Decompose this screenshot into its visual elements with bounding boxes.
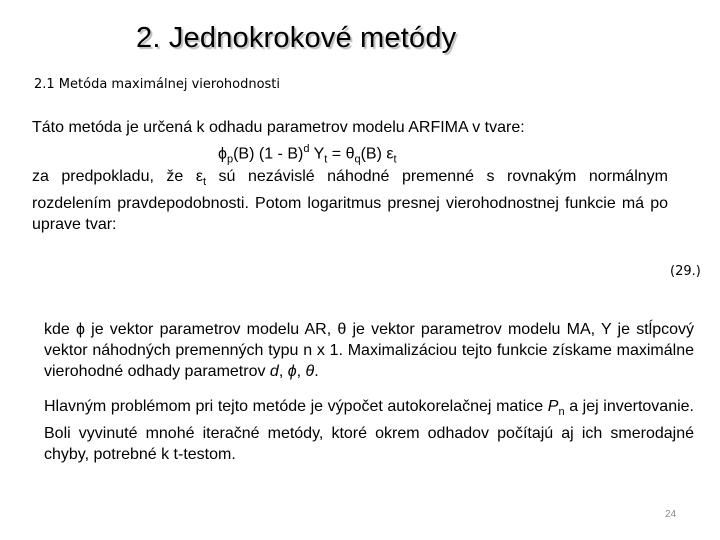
- phi-symbol: ϕ: [287, 363, 297, 380]
- theta-symbol: θ: [337, 321, 347, 338]
- intro-paragraph: Táto metóda je určená k odhadu parametrov modelu ARFIMA v tvare:: [32, 119, 525, 136]
- text-run: Hlavným problémom pri tejto metóde je výpočet autokorelačnej matice: [44, 398, 548, 415]
- d-superscript: d: [303, 143, 310, 155]
- separator: ,: [296, 363, 306, 380]
- separator: ,: [278, 363, 288, 380]
- slide-title: 2. Jednokrokové metódy: [136, 22, 457, 54]
- q-subscript: q: [354, 153, 361, 166]
- formula-part: (B): [360, 145, 387, 163]
- assumption-paragraph: [32, 166, 668, 235]
- d-symbol: d: [269, 363, 279, 380]
- arfima-formula: [218, 143, 397, 166]
- epsilon-symbol: ε: [386, 145, 394, 163]
- n-subscript: n: [558, 406, 565, 419]
- section-subtitle: 2.1 Metóda maximálnej vierohodnosti: [34, 77, 281, 92]
- equation-number: (29.): [670, 264, 701, 279]
- formula-part: (B) (1 - B): [233, 145, 304, 163]
- equals: =: [327, 145, 346, 163]
- parameters-paragraph: [44, 319, 694, 382]
- text-run: za predpokladu, že: [32, 168, 196, 185]
- phi-symbol: ϕ: [218, 145, 227, 163]
- text-run: je vektor parametrov modelu MA, Y je stĺpcový vektor náhodných premenných typu n x 1. Maximalizáciou tejto funkcie získame maximálne vierohodné odhady parametrov: [44, 321, 694, 380]
- text-run: sú nezávislé náhodné premenné s rovnakým normálnym rozdelením pravdepodobnosti. Potom logaritmus presnej vierohodnostnej funkcie má po uprave tvar:: [32, 168, 668, 234]
- p-symbol: P: [547, 398, 559, 415]
- text-run: a jej invertovanie. Boli vyvinuté mnohé iteračné metódy, ktoré okrem odhadov počítajú aj ich smerodajné chyby, potrebné k t-testom.: [44, 398, 694, 464]
- y-symbol: Y: [309, 145, 325, 163]
- problem-paragraph: [44, 396, 694, 465]
- t-subscript: t: [202, 176, 207, 189]
- page-number: 24: [665, 509, 677, 520]
- text-run: je vektor parametrov modelu AR,: [84, 321, 338, 338]
- t-subscript: t: [324, 153, 328, 166]
- phi-symbol: ϕ: [76, 321, 85, 338]
- p-subscript: p: [226, 153, 234, 166]
- theta-symbol: θ: [345, 145, 355, 163]
- epsilon-symbol: ε: [195, 168, 203, 185]
- text-run: kde: [44, 321, 76, 338]
- t-subscript: t: [393, 153, 397, 166]
- period: .: [314, 363, 319, 380]
- theta-symbol: θ: [305, 363, 315, 380]
